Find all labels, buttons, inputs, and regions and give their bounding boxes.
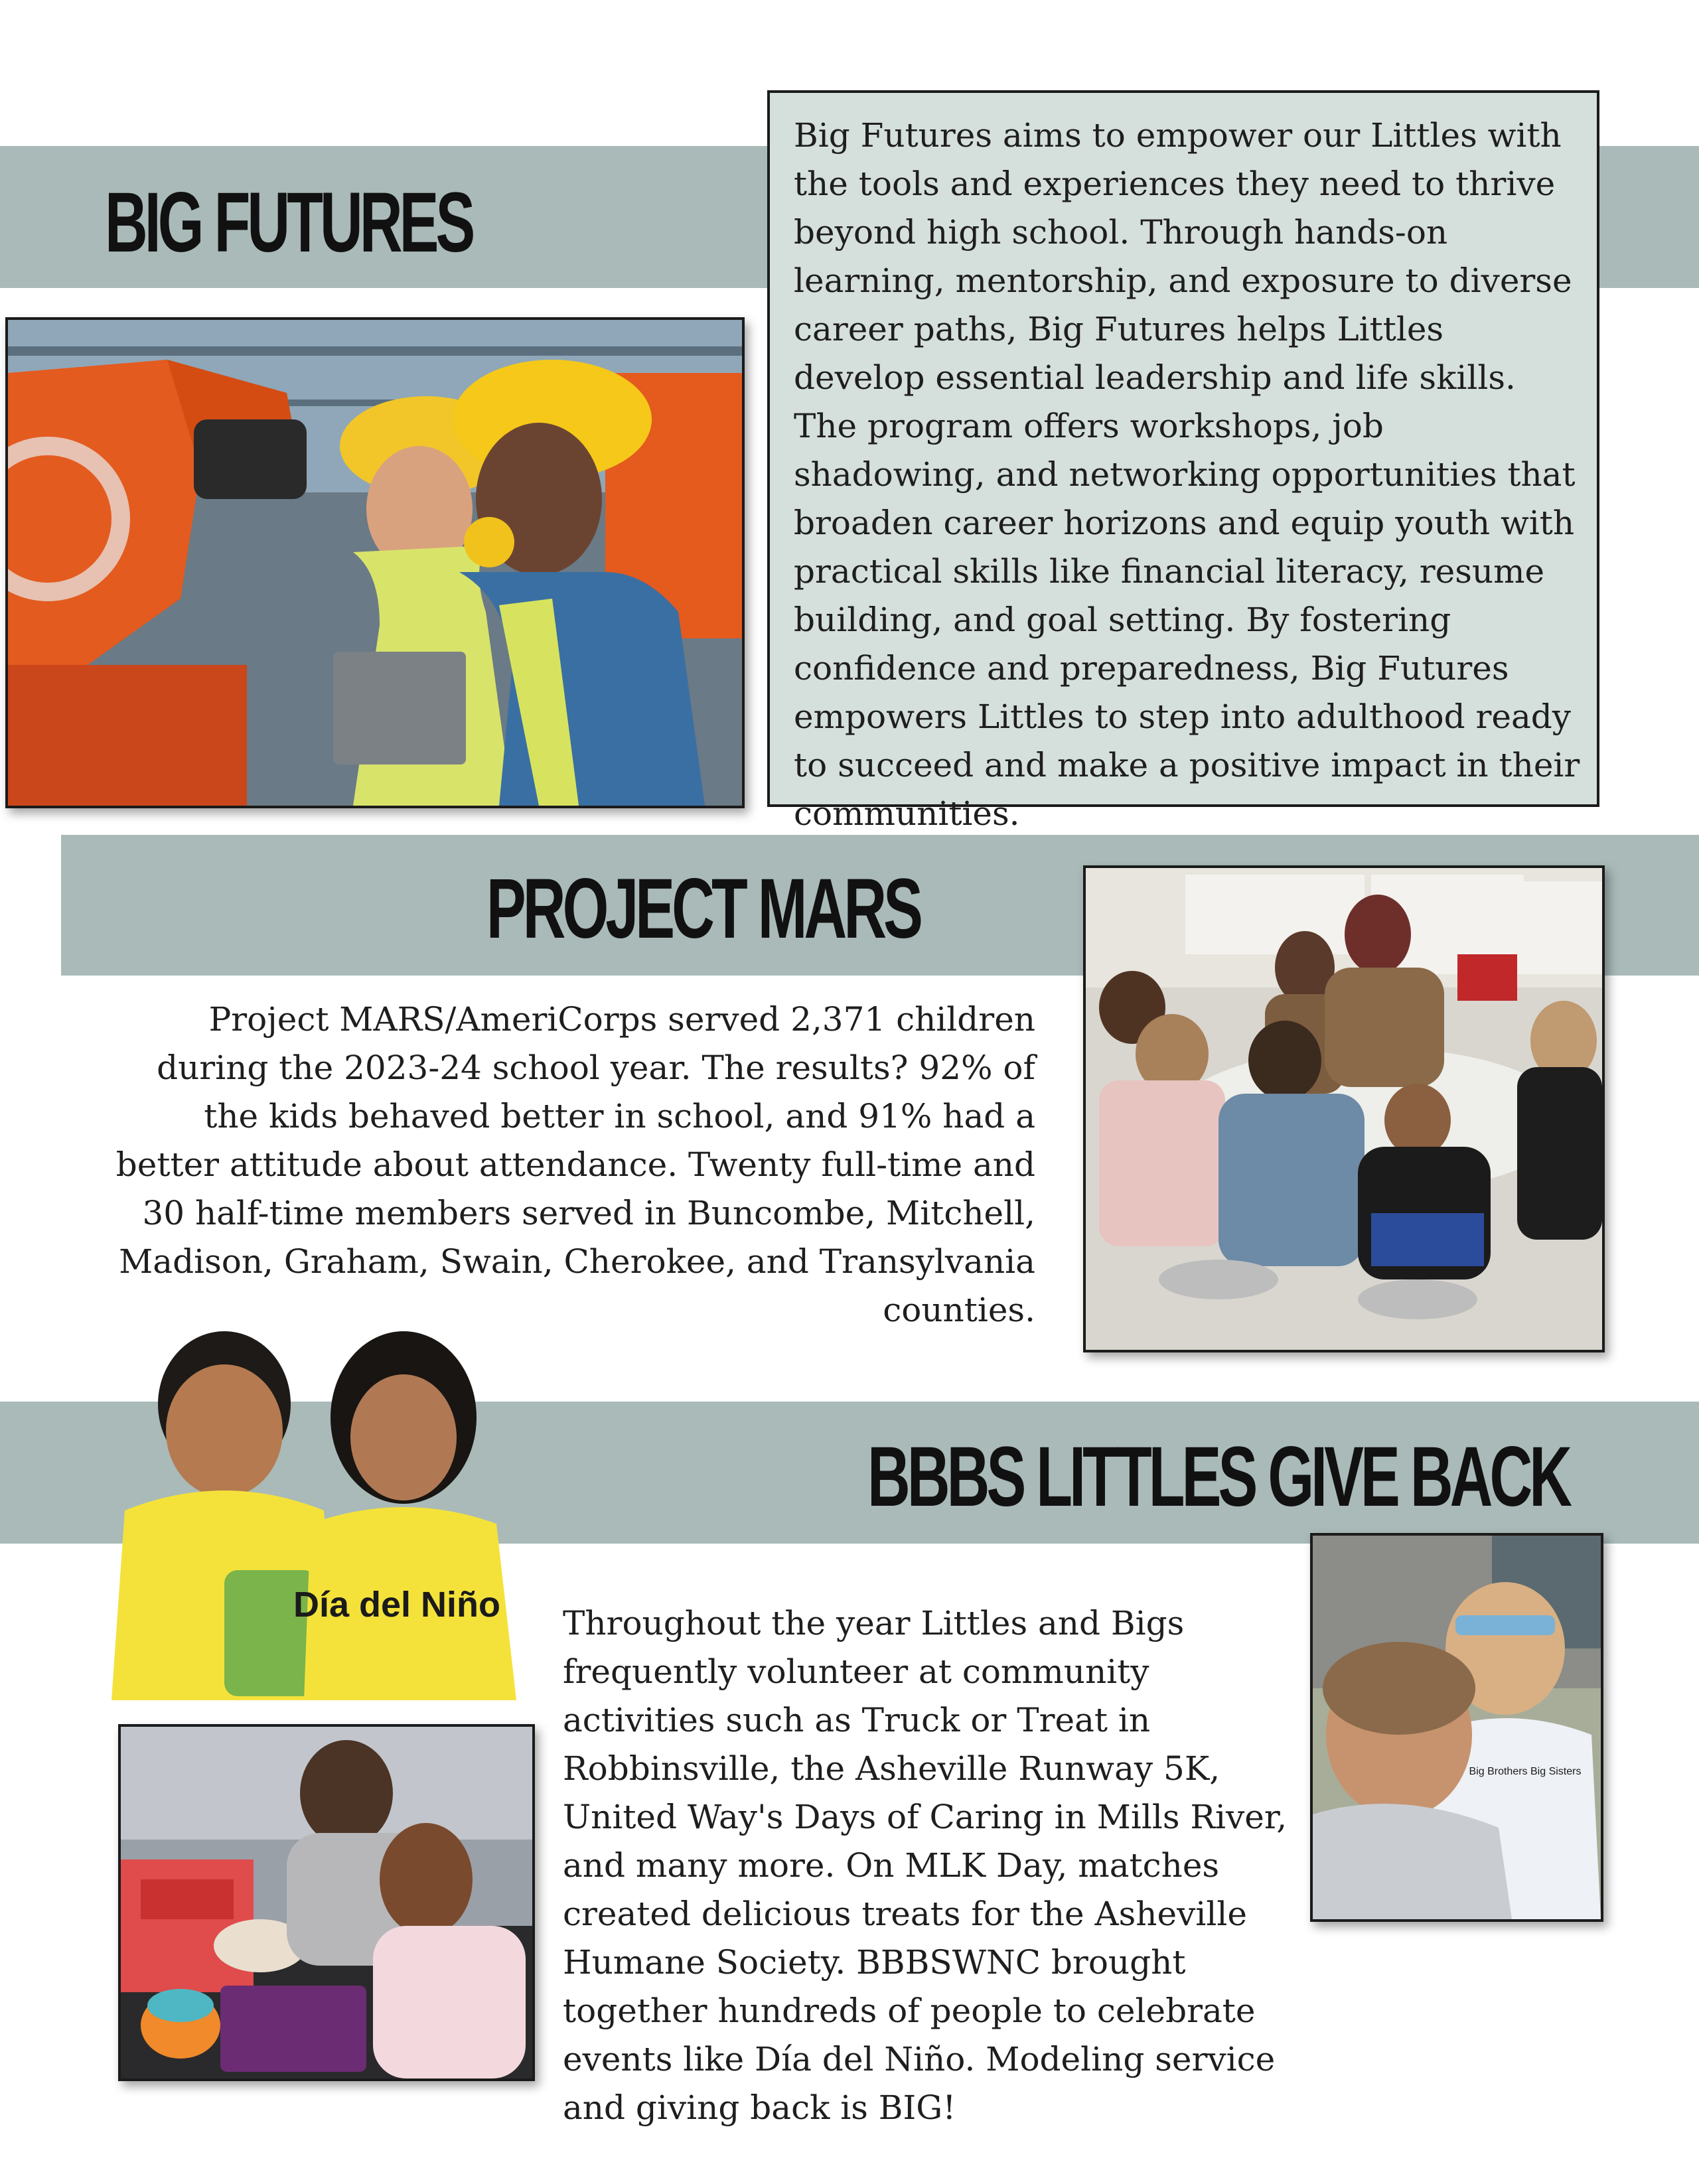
give-back-title: BBBS LITTLES GIVE BACK bbox=[867, 1429, 1569, 1524]
big-futures-photo-workers bbox=[5, 317, 745, 808]
big-futures-text-box bbox=[767, 90, 1599, 833]
give-back-photo-volunteers bbox=[1310, 1533, 1603, 1922]
project-mars-body: Project MARS/AmeriCorps served 2,371 children during the 2023-24 school year. The results? 92% of the kids behaved better in school, and 91% had a better attitude about attendance. Twenty full-time and 30 half-time members served in Buncombe, Mitchell, Madison, Graham, Swain, Cherokee, and Transylvania counties. bbox=[115, 1000, 1035, 1329]
big-futures-title: BIG FUTURES bbox=[105, 175, 473, 270]
shirt-brand-text: Big Brothers Big Sisters bbox=[1469, 1766, 1582, 1777]
shirt-print-text: Día del Niño bbox=[293, 1585, 501, 1625]
project-mars-photo-classroom bbox=[1083, 865, 1605, 1352]
give-back-photo-kids-cutout bbox=[85, 1325, 531, 1700]
project-mars-title: PROJECT MARS bbox=[486, 861, 920, 956]
give-back-body: Throughout the year Littles and Bigs frequently volunteer at community activities such as Truck or Treat in Robbinsville, the Asheville Runway 5K, United Way's Days of Caring in Mills River, and many more. On MLK Day, matches created delicious treats for the Asheville Humane Society. BBBSWNC brought together hundreds of people to celebrate events like Día del Niño. Modeling service and giving back is BIG! bbox=[563, 1604, 1288, 2127]
give-back-photo-baking bbox=[118, 1724, 535, 2081]
big-futures-body: Big Futures aims to empower our Littles with the tools and experiences they need to thrive beyond high school. Through hands-on learning, mentorship, and exposure to diverse career paths, Big Futures helps Littles develop essential leadership and life skills. The program offers workshops, job shadowing, and networking opportunities that broaden career horizons and equip youth with practical skills like financial literacy, resume building, and goal setting. By fostering confidence and preparedness, Big Futures empowers Littles to step into adulthood ready to succeed and make a positive impact in their communities. bbox=[794, 116, 1580, 833]
